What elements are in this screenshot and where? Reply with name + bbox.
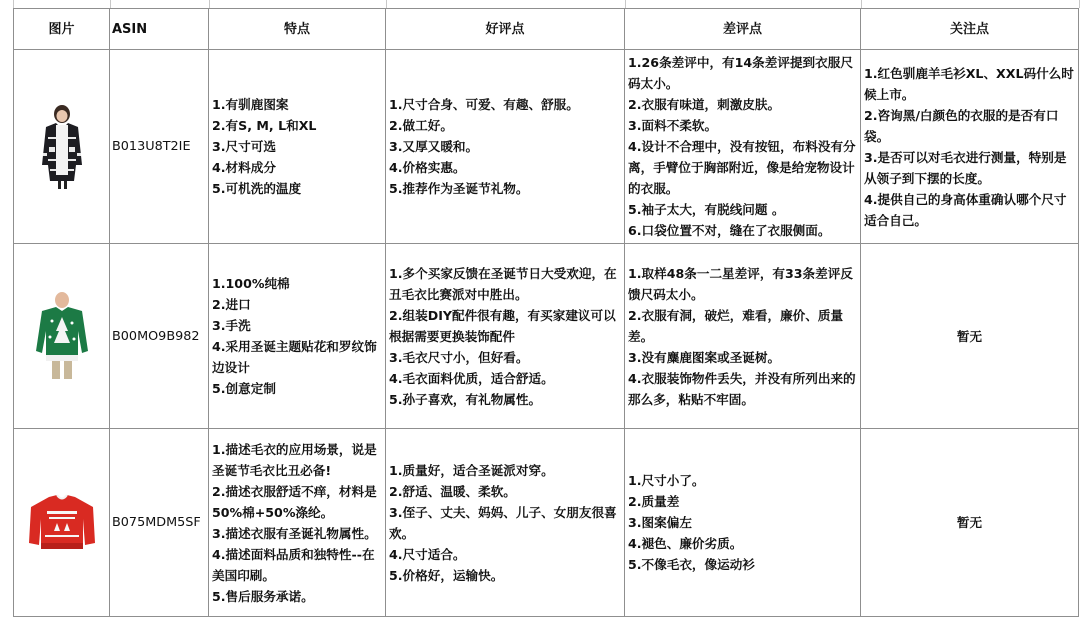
pro-line: 2.组装DIY配件很有趣，有买家建议可以根据需要更换装饰配件 bbox=[389, 307, 616, 344]
feature-line: 3.尺寸可选 bbox=[212, 139, 276, 154]
feature-line: 2.描述衣服舒适不痒，材料是50%棉+50%涤纶。 bbox=[212, 483, 377, 520]
pro-line: 5.推荐作为圣诞节礼物。 bbox=[389, 181, 529, 196]
table-row bbox=[14, 244, 1079, 429]
con-line: 2.质量差 bbox=[628, 494, 680, 509]
con-line: 4.褪色、廉价劣质。 bbox=[628, 536, 743, 551]
con-line: 5.袖子太大，有脱线问题 。 bbox=[628, 202, 785, 217]
feature-line: 1.100%纯棉 bbox=[212, 276, 290, 291]
features-cell[interactable] bbox=[209, 244, 386, 429]
con-line: 3.图案偏左 bbox=[628, 515, 692, 530]
pros-cell[interactable] bbox=[386, 429, 625, 617]
feature-line: 4.描述面料品质和独特性--在美国印刷。 bbox=[212, 546, 375, 583]
con-line: 2.衣服有洞，破烂，难看，廉价、质量差。 bbox=[628, 307, 844, 344]
con-line: 1.26条差评中，有14条差评提到衣服尺码太小。 bbox=[628, 55, 853, 91]
asin-cell[interactable]: B013U8T2IE bbox=[110, 50, 209, 244]
pro-line: 4.价格实惠。 bbox=[389, 160, 466, 175]
feature-line: 5.售后服务承诺。 bbox=[212, 588, 314, 604]
con-line: 1.尺寸小了。 bbox=[628, 473, 705, 488]
pro-line: 5.价格好，运输快。 bbox=[389, 567, 504, 583]
feature-line: 3.描述衣服有圣诞礼物属性。 bbox=[212, 525, 377, 541]
feature-line: 1.有驯鹿图案 bbox=[212, 97, 289, 112]
header-cons[interactable]: 差评点 bbox=[625, 9, 861, 50]
con-line: 1.取样48条一二星差评，有33条差评反馈尺码太小。 bbox=[628, 265, 853, 302]
pro-line: 3.又厚又暖和。 bbox=[389, 139, 479, 154]
table-row bbox=[14, 429, 1079, 617]
pro-line: 1.多个买家反馈在圣诞节日大受欢迎，在丑毛衣比赛派对中胜出。 bbox=[389, 265, 617, 302]
pro-line: 5.孙子喜欢，有礼物属性。 bbox=[389, 391, 542, 407]
pros-cell[interactable] bbox=[386, 244, 625, 429]
con-line: 4.衣服装饰物件丢失，并没有所列出来的那么多，粘贴不牢固。 bbox=[628, 370, 856, 407]
feature-line: 5.创意定制 bbox=[212, 381, 276, 396]
features-cell[interactable] bbox=[209, 429, 386, 617]
pro-line: 4.毛衣面料优质，适合舒适。 bbox=[389, 370, 554, 386]
header-asin[interactable]: ASIN bbox=[110, 9, 209, 50]
con-line: 5.不像毛衣，像运动衫 bbox=[628, 557, 755, 572]
pros-cell[interactable] bbox=[386, 50, 625, 244]
table-row bbox=[14, 50, 1079, 244]
focus-line: 1.红色驯鹿羊毛衫XL、XXL码什么时候上市。 bbox=[864, 65, 1074, 102]
pro-line: 2.做工好。 bbox=[389, 118, 453, 133]
pro-line: 1.尺寸合身、可爱、有趣、舒服。 bbox=[389, 97, 579, 112]
con-line: 4.设计不合理中，没有按钮，布料没有分离，手臂位于胸部附近，像是给宠物设计的衣服。 bbox=[628, 139, 856, 196]
feature-line: 1.描述毛衣的应用场景，说是圣诞节毛衣比丑必备! bbox=[212, 441, 377, 478]
header-pros[interactable]: 好评点 bbox=[386, 9, 625, 50]
con-line: 2.衣服有味道，刺激皮肤。 bbox=[628, 97, 781, 112]
previous-row-edge bbox=[13, 0, 1080, 8]
image-cell[interactable] bbox=[14, 50, 110, 244]
focus-line: 2.咨询黑/白颜色的衣服的是否有口袋。 bbox=[864, 107, 1059, 144]
header-focus[interactable]: 关注点 bbox=[861, 9, 1079, 50]
product-review-table bbox=[13, 8, 1079, 617]
cons-cell[interactable] bbox=[625, 429, 861, 617]
con-line: 3.面料不柔软。 bbox=[628, 118, 718, 133]
focus-cell[interactable]: 暂无 bbox=[861, 429, 1079, 617]
pro-line: 2.舒适、温暖、柔软。 bbox=[389, 483, 516, 499]
cardigan-reindeer-sweater-photo bbox=[34, 103, 90, 191]
focus-cell[interactable]: 暂无 bbox=[861, 244, 1079, 429]
pro-line: 3.毛衣尺寸小，但好看。 bbox=[389, 349, 529, 365]
focus-cell[interactable] bbox=[861, 50, 1079, 244]
con-line: 6.口袋位置不对，缝在了衣服侧面。 bbox=[628, 223, 831, 238]
focus-line: 4.提供自己的身高体重确认哪个尺寸适合自己。 bbox=[864, 191, 1067, 228]
pro-line: 4.尺寸适合。 bbox=[389, 546, 466, 562]
asin-cell[interactable]: B075MDM5SF bbox=[110, 429, 209, 617]
cons-cell[interactable] bbox=[625, 244, 861, 429]
asin-cell[interactable]: B00MO9B982 bbox=[110, 244, 209, 429]
feature-line: 4.采用圣诞主题贴花和罗纹饰边设计 bbox=[212, 339, 377, 375]
feature-line: 2.进口 bbox=[212, 297, 251, 312]
feature-line: 3.手洗 bbox=[212, 318, 251, 333]
image-cell[interactable] bbox=[14, 244, 110, 429]
header-image[interactable]: 图片 bbox=[14, 9, 110, 50]
pro-line: 3.侄子、丈夫、妈妈、儿子、女朋友很喜欢。 bbox=[389, 504, 617, 541]
feature-line: 2.有S, M, L和XL bbox=[212, 118, 317, 133]
feature-line: 4.材料成分 bbox=[212, 160, 276, 175]
features-cell[interactable] bbox=[209, 50, 386, 244]
pro-line: 1.质量好，适合圣诞派对穿。 bbox=[389, 462, 554, 478]
red-christmas-sweater-photo bbox=[27, 493, 97, 553]
con-line: 3.没有麋鹿图案或圣诞树。 bbox=[628, 349, 781, 365]
header-row bbox=[14, 9, 1079, 50]
cons-cell[interactable] bbox=[625, 50, 861, 244]
focus-line: 3.是否可以对毛衣进行测量，特别是从领子到下摆的长度。 bbox=[864, 149, 1067, 186]
green-christmas-sweater-photo bbox=[32, 291, 92, 381]
image-cell[interactable] bbox=[14, 429, 110, 617]
header-features[interactable]: 特点 bbox=[209, 9, 386, 50]
feature-line: 5.可机洗的温度 bbox=[212, 181, 302, 196]
